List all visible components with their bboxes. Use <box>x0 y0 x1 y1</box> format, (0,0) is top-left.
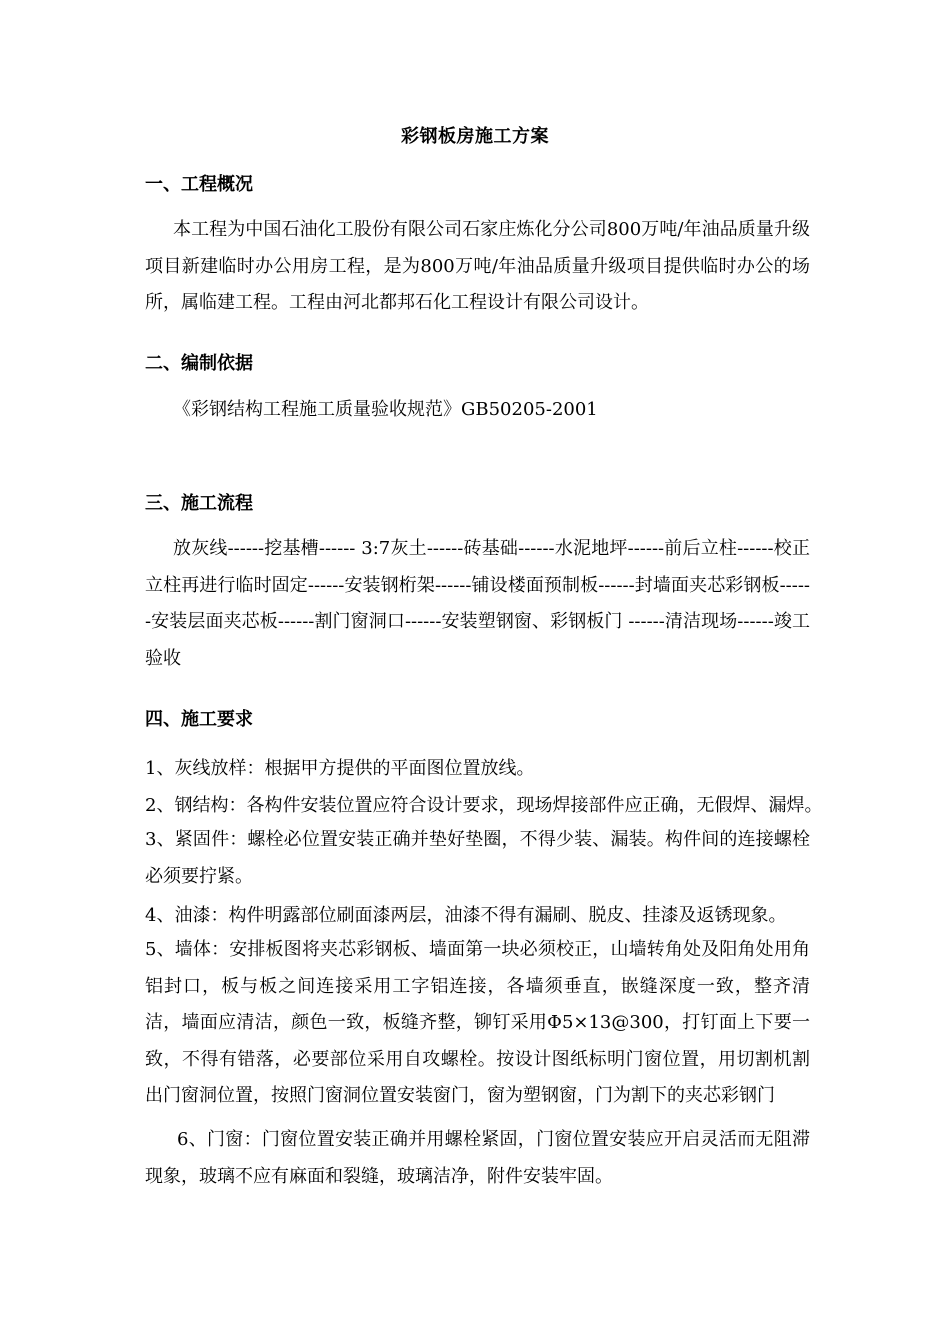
requirement-item-1: 1、灰线放样：根据甲方提供的平面图位置放线。 <box>145 758 535 779</box>
section-body-basis: 《彩钢结构工程施工质量验收规范》GB50205-2001 <box>173 399 598 420</box>
document-title: 彩钢板房施工方案 <box>401 126 549 147</box>
section-body-process: 放灰线------挖基槽------ 3:7灰土------砖基础------水泥地坪------前后立柱------校正立柱再进行临时固定------安装钢桁架------铺设楼面预制板------封墙面夹芯彩钢板------安装层面夹芯板------割门窗洞口------安装塑钢窗、彩钢板门 ------清洁现场------竣工验收 <box>145 538 810 669</box>
section-heading-process: 三、施工流程 <box>145 493 253 514</box>
requirement-item-2: 2、钢结构：各构件安装位置应符合设计要求，现场焊接部件应正确，无假焊、漏焊。 <box>145 795 823 816</box>
section-body-overview: 本工程为中国石油化工股份有限公司石家庄炼化分公司800万吨/年油品质量升级项目新建临时办公用房工程，是为800万吨/年油品质量升级项目提供临时办公的场所，属临建工程。工程由河北都邦石化工程设计有限公司设计。 <box>145 219 810 313</box>
requirement-item-6: 6、门窗：门窗位置安装正确并用螺栓紧固，门窗位置安装应开启灵活而无阻滞现象，玻璃不应有麻面和裂缝，玻璃洁净，附件安装牢固。 <box>145 1129 810 1187</box>
requirement-item-5: 5、墙体：安排板图将夹芯彩钢板、墙面第一块必须校正，山墙转角处及阳角处用角铝封口，板与板之间连接采用工字铝连接，各墙须垂直，嵌缝深度一致，整齐清洁，墙面应清洁，颜色一致，板缝齐整，铆钉采用Φ5×13@300，打钉面上下要一致，不得有错落，必要部位采用自攻螺栓。按设计图纸标明门窗位置，用切割机割出门窗洞位置，按照门窗洞位置安装窗门，窗为塑钢窗，门为割下的夹芯彩钢门 <box>145 939 810 1106</box>
requirement-item-4: 4、油漆：构件明露部位刷面漆两层，油漆不得有漏刷、脱皮、挂漆及返锈现象。 <box>145 905 787 926</box>
section-heading-overview: 一、工程概况 <box>145 174 253 195</box>
requirement-item-3: 3、紧固件：螺栓必位置安装正确并垫好垫圈，不得少装、漏装。构件间的连接螺栓必须要拧紧。 <box>145 829 810 887</box>
section-heading-requirements: 四、施工要求 <box>145 709 253 730</box>
section-heading-basis: 二、编制依据 <box>145 353 253 374</box>
